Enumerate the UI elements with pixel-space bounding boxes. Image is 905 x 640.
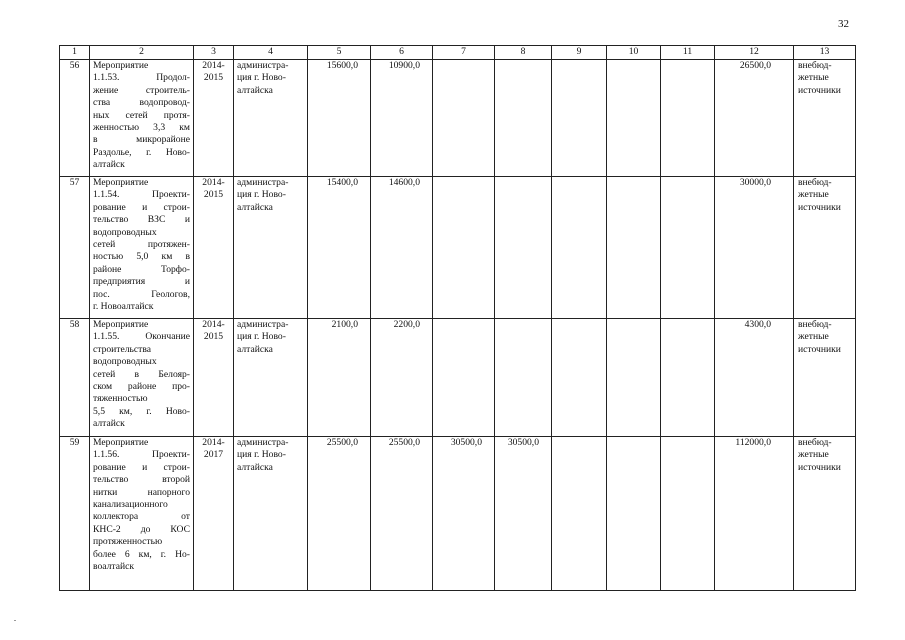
amount-col10: [607, 177, 661, 319]
measure-description-line: рование и строи-: [93, 461, 190, 473]
funding-source-line: жетные: [798, 189, 829, 201]
amount-col7: 30500,0: [433, 437, 495, 591]
funding-source: [794, 60, 856, 177]
amount-total: 112000,0: [715, 437, 794, 591]
funding-source: [794, 177, 856, 319]
measure-description-line: тяженностью: [93, 393, 148, 405]
page-number: 32: [838, 18, 849, 30]
measure-description-line: в микрорайоне: [93, 134, 190, 146]
measure-description-line: водопроводных: [93, 226, 157, 238]
measures-table: [59, 45, 856, 591]
row-number: 58: [60, 319, 90, 437]
amount-col5: 2100,0: [308, 319, 371, 437]
years-line: 2014-: [202, 437, 225, 448]
amount-col7: [433, 60, 495, 177]
amount-col8: [495, 60, 552, 177]
header-cell-5: 5: [308, 46, 371, 60]
funding-source-line: жетные: [798, 72, 829, 84]
executor-line: алтайска: [237, 84, 273, 96]
measure-description-line: канализационного: [93, 499, 168, 511]
measure-description-line: Раздолье, г. Ново-: [93, 146, 190, 158]
amount-col9: [552, 319, 607, 437]
measure-description-line: Мероприятие: [93, 319, 149, 330]
executor-line: администра-: [237, 60, 289, 71]
measure-description-line: ства водопровод-: [93, 97, 190, 109]
header-cell-8: 8: [495, 46, 552, 60]
measure-description-line: ском районе про-: [93, 381, 190, 393]
executor-line: администра-: [237, 437, 289, 448]
funding-source-line: жетные: [798, 449, 829, 461]
executor-line: алтайска: [237, 201, 273, 213]
years-line: 2015: [203, 189, 224, 201]
measure-description-line: 1.1.54. Проекти-: [93, 189, 190, 201]
row-number: 59: [60, 437, 90, 591]
amount-col6: 10900,0: [371, 60, 433, 177]
funding-source-line: внебюд-: [798, 60, 832, 71]
amount-col11: [661, 437, 715, 591]
amount-col5: 15600,0: [308, 60, 371, 177]
years: [194, 60, 234, 177]
amount-col10: [607, 437, 661, 591]
measure-description-line: алтайск: [93, 418, 125, 430]
measure-description-line: Мероприятие: [93, 437, 149, 448]
amount-col7: [433, 177, 495, 319]
amount-col8: [495, 319, 552, 437]
executor-line: администра-: [237, 177, 289, 188]
measure-description-line: протяженностью: [93, 536, 163, 548]
funding-source-line: внебюд-: [798, 177, 832, 188]
header-cell-10: 10: [607, 46, 661, 60]
years-line: 2014-: [202, 60, 225, 71]
years-line: 2017: [203, 449, 224, 461]
measure-description: [90, 437, 194, 591]
amount-total: 30000,0: [715, 177, 794, 319]
measure-description-line: женностью 3,3 км: [93, 122, 190, 134]
measure-description-line: тельство ВЗС и: [93, 214, 190, 226]
executor: [234, 437, 308, 591]
amount-col9: [552, 177, 607, 319]
measure-description-line: рование и строи-: [93, 201, 190, 213]
funding-source-line: источники: [798, 343, 841, 355]
amount-col6: 14600,0: [371, 177, 433, 319]
measure-description-line: коллектора от: [93, 511, 190, 523]
executor: [234, 60, 308, 177]
years-line: 2014-: [202, 177, 225, 188]
measure-description-line: предприятия и: [93, 276, 190, 288]
measure-description-line: алтайск: [93, 159, 125, 171]
executor: [234, 177, 308, 319]
header-cell-9: 9: [552, 46, 607, 60]
header-cell-6: 6: [371, 46, 433, 60]
measure-description-line: сетей в Белояр-: [93, 368, 190, 380]
measure-description-line: 5,5 км, г. Ново-: [93, 405, 190, 417]
header-cell-4: 4: [234, 46, 308, 60]
amount-col11: [661, 319, 715, 437]
measure-description-line: жение строитель-: [93, 84, 190, 96]
header-row: [60, 46, 856, 60]
header-cell-12: 12: [715, 46, 794, 60]
measure-description-line: г. Новоалтайск: [93, 301, 154, 313]
funding-source-line: источники: [798, 461, 841, 473]
measure-description-line: ностью 5,0 км в: [93, 251, 190, 263]
executor-line: ция г. Ново-: [237, 72, 286, 84]
funding-source-line: источники: [798, 201, 841, 213]
measure-description-line: строительства: [93, 343, 152, 355]
executor-line: ция г. Ново-: [237, 189, 286, 201]
table-row: [60, 319, 856, 437]
funding-source-line: внебюд-: [798, 437, 832, 448]
scan-speck: [14, 620, 16, 621]
measure-description: [90, 319, 194, 437]
amount-col11: [661, 60, 715, 177]
header-cell-7: 7: [433, 46, 495, 60]
amount-col8: [495, 177, 552, 319]
measure-description-line: тельство второй: [93, 474, 190, 486]
header-cell-1: 1: [60, 46, 90, 60]
amount-col9: [552, 437, 607, 591]
measure-description-line: КНС-2 до КОС: [93, 523, 190, 535]
years-line: 2015: [203, 331, 224, 343]
executor: [234, 319, 308, 437]
measure-description: [90, 177, 194, 319]
funding-source-line: внебюд-: [798, 319, 832, 330]
funding-source: [794, 437, 856, 591]
measure-description-line: 1.1.55. Окончание: [93, 331, 190, 343]
amount-col9: [552, 60, 607, 177]
funding-source-line: источники: [798, 84, 841, 96]
years-line: 2015: [203, 72, 224, 84]
years: [194, 319, 234, 437]
amount-col10: [607, 319, 661, 437]
amount-total: 4300,0: [715, 319, 794, 437]
amount-col7: [433, 319, 495, 437]
years: [194, 177, 234, 319]
measure-description-line: районе Торфо-: [93, 263, 190, 275]
row-number: 56: [60, 60, 90, 177]
amount-col5: 15400,0: [308, 177, 371, 319]
table-row: [60, 177, 856, 319]
row-number: 57: [60, 177, 90, 319]
measure-description-line: Мероприятие: [93, 177, 149, 188]
header-cell-11: 11: [661, 46, 715, 60]
header-cell-2: 2: [90, 46, 194, 60]
measure-description-line: пос. Геологов,: [93, 288, 190, 300]
executor-line: ция г. Ново-: [237, 331, 286, 343]
measure-description-line: 1.1.53. Продол-: [93, 72, 190, 84]
measure-description: [90, 60, 194, 177]
years: [194, 437, 234, 591]
executor-line: администра-: [237, 319, 289, 330]
measure-description-line: сетей протяжен-: [93, 239, 190, 251]
executor-line: ция г. Ново-: [237, 449, 286, 461]
table-row: [60, 437, 856, 591]
executor-line: алтайска: [237, 343, 273, 355]
amount-col8: 30500,0: [495, 437, 552, 591]
executor-line: алтайска: [237, 461, 273, 473]
amount-col6: 25500,0: [371, 437, 433, 591]
measure-description-line: нитки напорного: [93, 486, 190, 498]
table-row: [60, 60, 856, 177]
years-line: 2014-: [202, 319, 225, 330]
amount-col10: [607, 60, 661, 177]
amount-col5: 25500,0: [308, 437, 371, 591]
funding-source-line: жетные: [798, 331, 829, 343]
header-cell-13: 13: [794, 46, 856, 60]
measure-description-line: Мероприятие: [93, 60, 149, 71]
measure-description-line: более 6 км, г. Но-: [93, 548, 190, 560]
measure-description-line: ных сетей протя-: [93, 109, 190, 121]
header-cell-3: 3: [194, 46, 234, 60]
amount-total: 26500,0: [715, 60, 794, 177]
measure-description-line: воалтайск: [93, 561, 135, 573]
measure-description-line: 1.1.56. Проекти-: [93, 449, 190, 461]
funding-source: [794, 319, 856, 437]
amount-col11: [661, 177, 715, 319]
amount-col6: 2200,0: [371, 319, 433, 437]
measure-description-line: водопроводных: [93, 356, 157, 368]
